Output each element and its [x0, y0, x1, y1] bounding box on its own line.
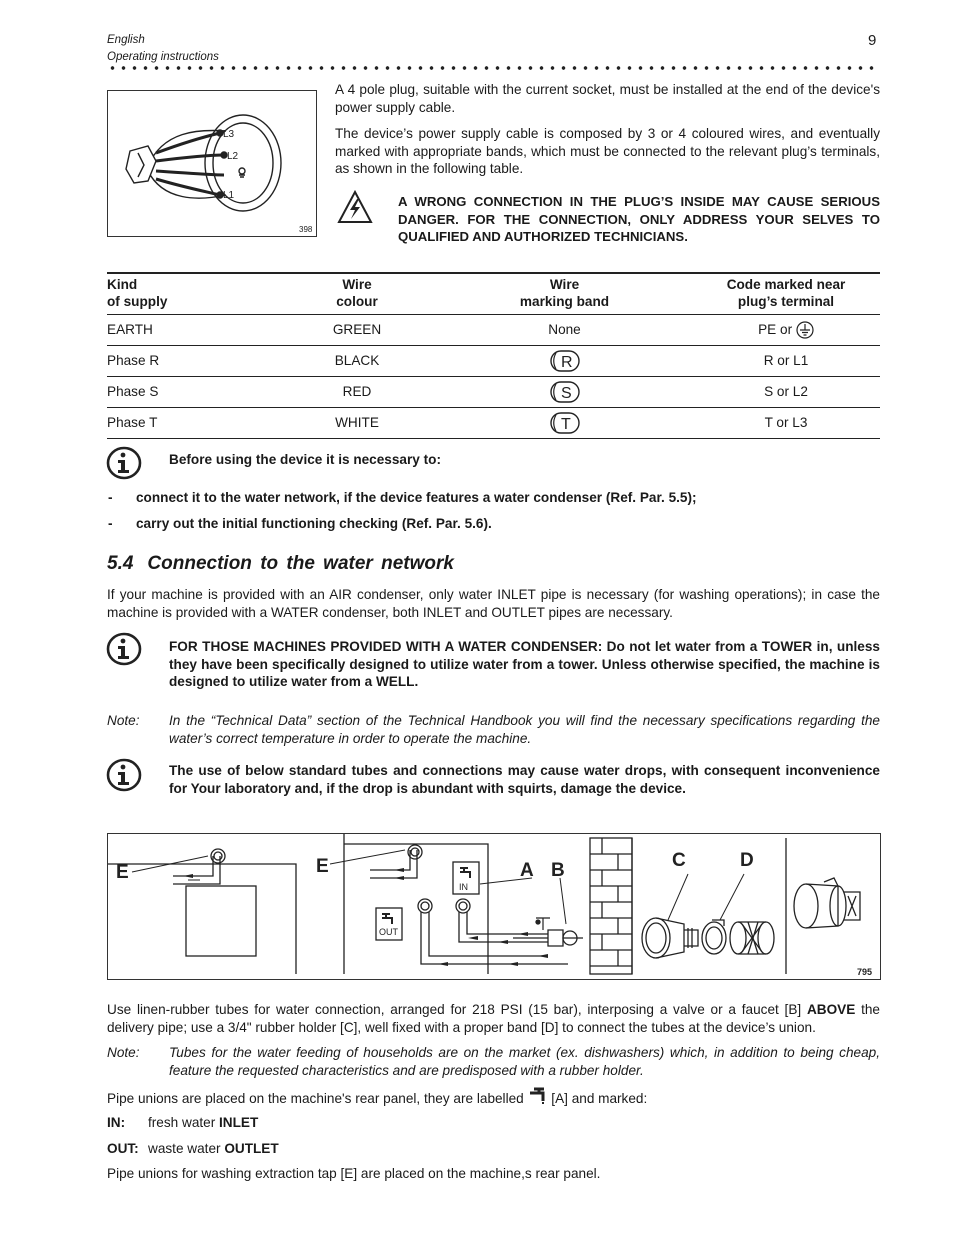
table-cell: PE or [692, 315, 880, 346]
danger-warning-text: A WRONG CONNECTION IN THE PLUG’S INSIDE MAY CAUSE SERIOUS DANGER. FOR THE CONNECTION, ONLY ADDRESS YOUR SELVES TO QUALIFIED AND AUTHORIZED TECHNICIANS. [398, 194, 880, 244]
table-header: Wire marking band [519, 277, 610, 309]
table-cell: None [548, 322, 581, 338]
section-number: 5.4 [107, 553, 134, 574]
port-out-label: OUT [379, 927, 398, 937]
table-cell: BLACK [334, 353, 380, 369]
info-tubes-warning: The use of below standard tubes and connections may cause water drops, with consequent inconvenience for Your laboratory and, if the drop is abundant with squirts, damage the device. [169, 763, 880, 796]
water-connection-figure [107, 833, 881, 980]
table-cell [437, 408, 692, 439]
section-paragraph: If your machine is provided with an AIR condenser, only water INLET pipe is necessary (for washing operations); in case the machine is provided with a WATER condenser, both INLET and OUTLET pipes are necessary. [107, 587, 880, 620]
bullet-marker: - [108, 516, 113, 531]
table-cell: WHITE [335, 415, 379, 431]
table-cell: T or L3 [764, 415, 808, 431]
header-divider [107, 66, 880, 70]
info-tower-warning: FOR THOSE MACHINES PROVIDED WITH A WATER CONDENSER: Do not let water from a TOWER in, unless they have been specifically designed to utilize water from a tower. Unless otherwise specified, the machine is designed to utilize water from a WELL. [169, 639, 880, 689]
plug-label-l3: L3 [223, 129, 235, 140]
water-connection-illustration [108, 834, 880, 979]
water-label-e-1: E [116, 862, 129, 883]
pipe-unions-paragraph: Pipe unions are placed on the machine's rear panel, they are labelled [A] and marked: [107, 1087, 880, 1108]
plug-label-l2: L2 [227, 151, 239, 162]
danger-icon [337, 190, 373, 224]
note-text: Tubes for the water feeding of households are on the market (ex. dishwashers) which, in addition to being cheap, feature the requested characteristics and are predisposed with a rubber holder. [169, 1045, 880, 1078]
marking-band-s-icon [550, 381, 580, 403]
before-use-intro: Before using the device it is necessary to: [169, 452, 441, 467]
table-row [107, 408, 880, 439]
in-description: fresh water INLET [148, 1115, 259, 1130]
svg-text:S: S [560, 385, 572, 402]
marking-band-t-icon [550, 412, 580, 434]
table-header: Code marked near plug’s terminal [726, 277, 846, 309]
header-doc-type: Operating instructions [107, 51, 219, 63]
note-text: In the “Technical Data” section of the Technical Handbook you will find the necessary specifications regarding the water’s correct temperature in order to operate the machine. [169, 713, 880, 746]
water-label-d: D [740, 850, 754, 871]
list-item: carry out the initial functioning checking (Ref. Par. 5.6). [136, 516, 492, 531]
water-label-b: B [551, 860, 565, 881]
port-in-label: IN [459, 882, 468, 892]
table-cell [437, 346, 692, 377]
water-figure-number: 795 [857, 967, 873, 977]
table-cell: RED [342, 384, 372, 400]
table-header: Wire colour [336, 277, 378, 309]
table-cell: Phase R [107, 353, 160, 369]
table-header: Kind of supply [107, 277, 168, 309]
water-label-c: C [672, 850, 686, 871]
out-description: waste water OUTLET [148, 1141, 279, 1156]
water-label-a: A [520, 860, 534, 881]
table-row [107, 346, 880, 377]
page-number: 9 [868, 32, 877, 49]
table-cell: EARTH [107, 322, 153, 338]
note-label: Note: [107, 713, 140, 728]
earth-ground-icon [796, 321, 814, 339]
table-cell: Phase T [107, 415, 158, 431]
info-icon [106, 758, 142, 792]
info-icon [106, 446, 142, 480]
faucet-icon [528, 1087, 548, 1105]
extraction-tap-paragraph: Pipe unions for washing extraction tap [E] are placed on the machine,s rear panel. [107, 1166, 601, 1181]
supply-table-wrap [107, 272, 880, 439]
supply-table [107, 272, 880, 439]
svg-text:T: T [560, 416, 571, 433]
plug-figure [107, 90, 317, 237]
intro-paragraph-1: A 4 pole plug, suitable with the current socket, must be installed at the end of the device's power supply cable. [335, 82, 880, 115]
svg-text:R: R [560, 354, 573, 371]
list-item: connect it to the water network, if the device features a water condenser (Ref. Par. 5.5); [136, 490, 697, 505]
in-label: IN: [107, 1115, 126, 1130]
section-heading [107, 553, 468, 575]
table-row [107, 377, 880, 408]
info-icon [106, 632, 142, 666]
table-cell: GREEN [332, 322, 382, 338]
marking-band-r-icon [550, 350, 580, 372]
table-cell [437, 377, 692, 408]
plug-label-l1: L1 [223, 190, 235, 201]
table-header-row [107, 273, 880, 315]
note-label: Note: [107, 1045, 140, 1060]
plug-illustration [108, 91, 316, 236]
tubes-paragraph: Use linen-rubber tubes for water connection, arranged for 218 PSI (15 bar), interposing a valve or a faucet [B] ABOVE the delivery pipe; use a 3/4" rubber holder [C], well fixed with a proper band [D] to connect the tubes at the device’s union. [107, 1002, 880, 1035]
table-cell: S or L2 [764, 384, 808, 400]
bullet-marker: - [108, 490, 113, 505]
table-cell: R or L1 [763, 353, 809, 369]
table-row [107, 315, 880, 346]
section-title: Connection to the water network [147, 553, 454, 574]
plug-figure-number: 398 [299, 225, 313, 234]
table-cell: Phase S [107, 384, 159, 400]
intro-paragraph-2: The device’s power supply cable is composed by 3 or 4 coloured wires, and eventually marked with appropriate bands, which must be connected to the relevant plug’s terminals, as shown in the following table. [335, 126, 880, 176]
page-header [107, 32, 219, 66]
header-language: English [107, 34, 145, 46]
water-label-e-2: E [316, 856, 329, 877]
out-label: OUT: [107, 1141, 139, 1156]
